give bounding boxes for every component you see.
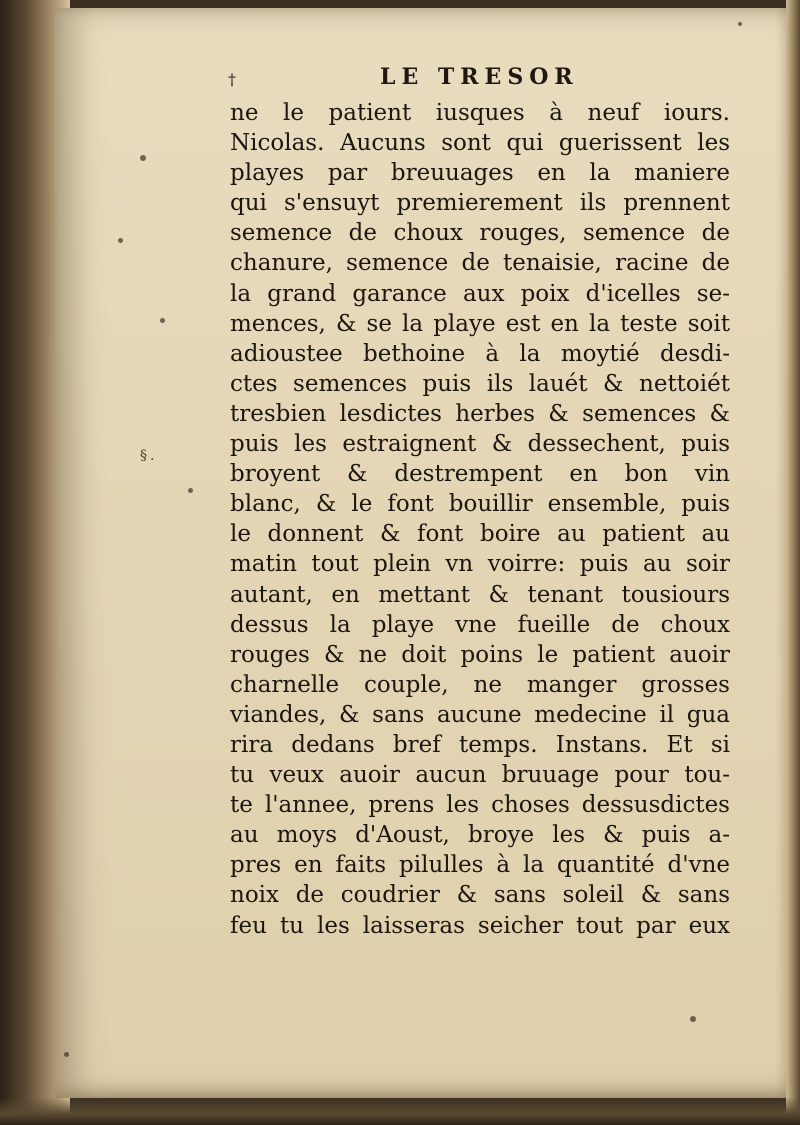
ink-speck (140, 155, 146, 161)
text-line: noix de coudrier & sans soleil & sans (230, 882, 730, 909)
text-line: te l'annee, prens les choses dessusdictes (230, 792, 730, 819)
ink-speck (160, 318, 165, 323)
text-line: chanure, semence de tenaisie, racine de (230, 250, 730, 277)
text-line: blanc, & le font bouillir ensemble, puis (230, 491, 730, 518)
text-line: feu tu les laisseras seicher tout par eux (230, 912, 730, 939)
text-line: le donnent & font boire au patient au (230, 521, 730, 548)
text-line: dessus la playe vne fueille de choux (230, 611, 730, 638)
page-bottom-edge (0, 1097, 800, 1125)
text-line: playes par breuuages en la maniere (230, 160, 730, 187)
text-line: qui s'ensuyt premierement ils prennent (230, 190, 730, 217)
text-line: ne le patient iusques à neuf iours. (230, 100, 730, 126)
text-line: rira dedans bref temps. Instans. Et si (230, 731, 730, 758)
text-line: autant, en mettant & tenant tousiours (230, 581, 730, 608)
ink-speck (690, 1016, 696, 1022)
text-line: Nicolas. Aucuns sont qui guerissent les (230, 130, 730, 157)
text-line: charnelle couple, ne manger grosses (230, 671, 730, 698)
margin-note: §. (140, 448, 158, 464)
text-line: broyent & destrempent en bon vin (230, 461, 730, 488)
text-line: la grand garance aux poix d'icelles se- (230, 280, 730, 307)
text-line: pres en faits pilulles à la quantité d'vne (230, 852, 730, 879)
text-line: tu veux auoir aucun bruuage pour tou- (230, 762, 730, 789)
running-head: LE TRESOR (380, 64, 579, 90)
page-right-edge (786, 0, 800, 1125)
text-line: rouges & ne doit poins le patient auoir (230, 641, 730, 668)
text-line: adioustee bethoine à la moytié desdi- (230, 340, 730, 367)
text-line: viandes, & sans aucune medecine il gua (230, 701, 730, 728)
ink-speck (738, 22, 742, 26)
ink-speck (188, 488, 193, 493)
ink-speck (118, 238, 123, 243)
text-line: tresbien lesdictes herbes & semences & (230, 400, 730, 427)
body-text (230, 98, 730, 941)
text-line: puis les estraignent & dessechent, puis (230, 431, 730, 458)
head-mark: † (228, 70, 236, 89)
text-line: matin tout plein vn voirre: puis au soir (230, 551, 730, 578)
text-line: ctes semences puis ils lauét & nettoiét (230, 370, 730, 397)
text-line: semence de choux rouges, semence de (230, 220, 730, 247)
text-line: mences, & se la playe est en la teste soit (230, 310, 730, 337)
text-line: au moys d'Aoust, broye les & puis a- (230, 822, 730, 849)
ink-speck (64, 1052, 69, 1057)
